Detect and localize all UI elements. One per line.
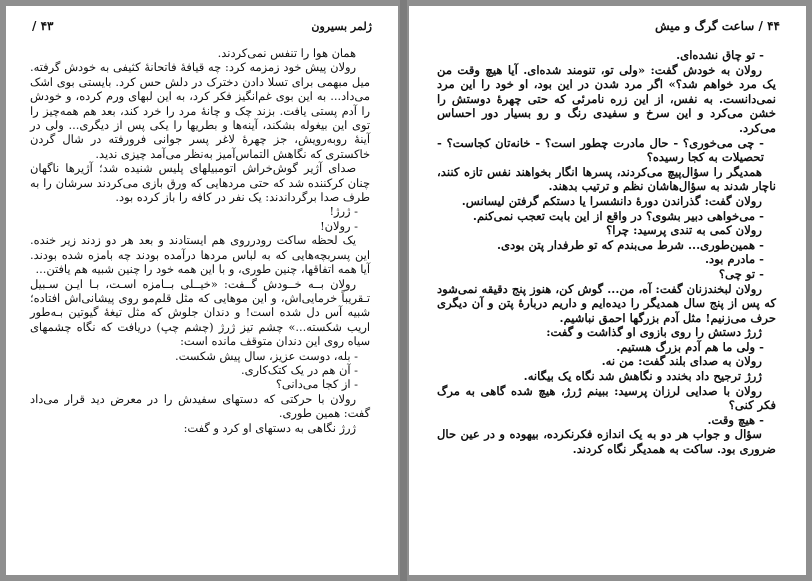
paragraph: صدای آژیر گوش‌خراش اتومبیلهای پلیس شنیده شد؛ آژیرها ناگهان چنان کرکننده شد که حتی مردهایی که ورق بازی می‌کردند سرشان را به طرف صدا برگرداندند: یک نفر در کافه را باز کرده بود. (30, 161, 370, 205)
paragraph: - بله، دوست عزیز، سال پیش شکست. (174, 348, 358, 363)
paragraph: - ژرژ! (329, 204, 358, 219)
left-page-text (30, 46, 370, 435)
paragraph: رولان لبخندزنان گفت: آه، من... گوش کن، هنوز پنج دقیقه نمی‌شود که پس از پنج سال همدیگر را دیده‌ایم و داریم دربارهٔ پتن و آن دیگری حرف می‌زنیم! مثل آدم بزرگها احمق نباشیم. (437, 281, 776, 325)
running-title: ژلمر بسیرون (311, 19, 372, 33)
paragraph: رولان گفت: گذراندن دورهٔ دانشسرا یا دستکم گرفتن لیسانس. (461, 193, 762, 208)
page-number-title (655, 19, 780, 33)
paragraph: ژرژ ترجیح داد بخندد و نگاهش شد نگاه یک بیگانه. (523, 369, 762, 384)
left-page (6, 6, 398, 575)
paragraph: - مادرم بود. (705, 252, 764, 267)
page-number: ۴۳ / (32, 19, 54, 33)
paragraph: یک لحظه ساکت رودرروی هم ایستادند و بعد هر دو زدند زیر خنده. این پسربچه‌هایی که به لباس مردها درآمده بودند چه بامزه شده بودند. آیا همه اتفاقها، چنین طوری، و با این همه خود را چنین شبیه هم یافتن... (30, 233, 370, 277)
paragraph: رولان بــه خــودش گــفت: «خیــلی بــامزه اسـت، بـا ایـن سـبیل تـقریباً خرمایی‌اش، و این موهایی که مثل قلم‌مو روی پیشانی‌اش افتاده؛ شبیه آس دل شده است! و دندان جلوش که مثل تیغهٔ گیوتین بـه‌طور اریب شکسته...» چشم تیز ژرژ (چشم چپ) دریافت که نگاه چشمهای سیاه روی این دندان متوقف مانده است: (30, 276, 370, 349)
paragraph: سؤال و جواب هر دو به یک اندازه فکرنکرده، بیهوده و در عین حال ضروری بود. ساکت به همدیگر نگاه کردند. (437, 427, 776, 457)
page-number: ۴۴ (767, 19, 780, 33)
paragraph: - همین‌طوری... شرط می‌بندم که تو طرفدار پتن بودی. (496, 237, 764, 252)
paragraph: رولان به صدای بلند گفت: من نه. (601, 354, 762, 369)
paragraph: - هیچ وقت. (707, 412, 764, 427)
paragraph: ژرژ دستش را روی بازوی او گذاشت و گفت: (546, 325, 762, 340)
book-gutter (400, 0, 407, 581)
paragraph: رولان با حرکتی که دستهای سفیدش را در معرض دید قرار می‌داد گفت: همین طوری. (30, 391, 370, 421)
right-page (409, 6, 806, 575)
right-page-text (437, 48, 776, 457)
paragraph: - ولی ما هم آدم بزرگ هستیم. (616, 339, 764, 354)
paragraph: رولان با صدایی لرزان پرسید: ببینم ژرژ، هیچ شده گاهی به مرگ فکر کنی؟ (437, 383, 776, 413)
paragraph: رولان به خودش گفت: «ولی تو، تنومند شده‌ای. آیا هیچ وقت من یک مرد خواهم شد؟» اگر مرد شدن در این بود، او خود را این مرد نمی‌دانست. به نفس، از این زره نامرئی که حتی چهرهٔ دوستش را خشن می‌کرد و این سرخ و سفیدی رنگ و رو بسیار دور احساس می‌کرد. (437, 62, 776, 135)
right-page-header (435, 18, 780, 34)
paragraph: - تو چی؟ (718, 266, 764, 281)
paragraph: - از کجا می‌دانی؟ (275, 377, 358, 392)
paragraph: رولان پیش خود زمزمه کرد: چه قیافهٔ فاتحانهٔ کثیفی به خودش گرفته. میل مبهمی برای تسلا دادن دخترک در دلش حس کرد. بایستی بوی اشک می‌داد... به این بوی غم‌انگیز فکر کرد، به این لبهای ورم کرده، و خودش را آدم پستی یافت. بزند چک و چانهٔ مرد را خرد کند، بعد هم همه‌چیز را توی این بیغوله بشکند، آینه‌ها و بطریها را یکی پس از دیگری... ولی در آینهٔ روبه‌رویش، جز چهرهٔ لاغر پسر جوانی فرورفته در شال گردن خاکستری که نگاهش التماس‌آمیز به‌نظر می‌آمد چیزی ندید. (30, 60, 370, 161)
paragraph: همان هوا را تنفس نمی‌کردند. (217, 46, 356, 60)
paragraph: - می‌خواهی دبیر بشوی؟ در واقع از این بابت تعجب نمی‌کنم. (472, 208, 764, 223)
paragraph: - رولان! (320, 218, 358, 233)
paragraph: - تو چاق نشده‌ای. (676, 48, 764, 62)
running-title: / ساعت گرگ و میش (654, 19, 763, 33)
paragraph: - چی می‌خوری؟ - حال مادرت چطور است؟ - خانه‌تان کجاست؟ - تحصیلات به کجا رسیده؟ (437, 135, 764, 165)
paragraph: ژرژ نگاهی به دستهای او کرد و گفت: (183, 420, 356, 435)
left-page-header (32, 18, 372, 34)
paragraph: رولان کمی به تندی پرسید: چرا؟ (606, 223, 762, 238)
paragraph: همدیگر را سؤال‌پیچ می‌کردند، پسرها انگار بخواهند نفس تازه کنند، ناچار شدند به سؤال‌هاشان نظم و ترتیب بدهند. (437, 164, 776, 194)
paragraph: - آن هم در یک کتک‌کاری. (241, 362, 358, 377)
